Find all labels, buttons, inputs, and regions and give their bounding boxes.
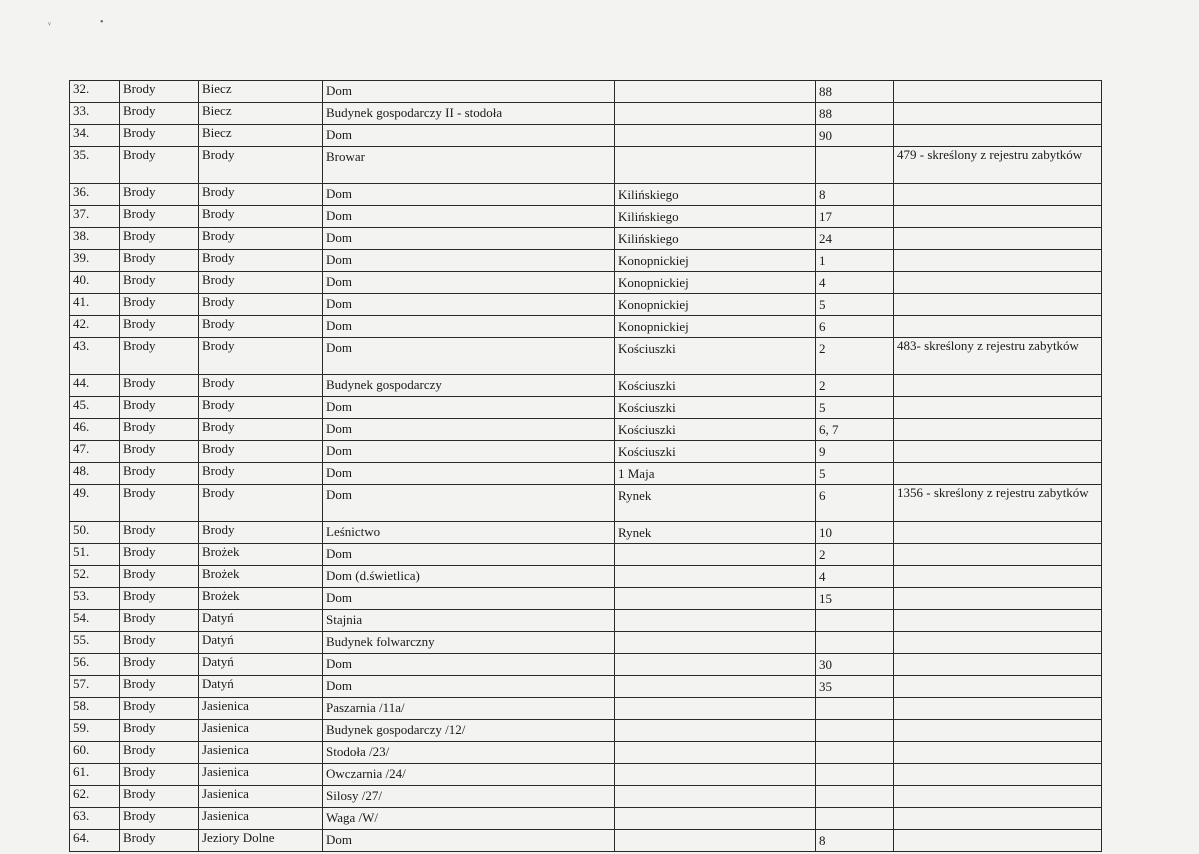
locality-cell: Biecz: [199, 103, 323, 125]
municipality-cell: Brody: [120, 441, 199, 463]
object-cell: Browar: [323, 147, 615, 184]
house-number-cell: 8: [816, 830, 894, 852]
house-number-cell: 6, 7: [816, 419, 894, 441]
object-cell: Dom: [323, 316, 615, 338]
table-row: [70, 250, 1102, 272]
table-row: [70, 206, 1102, 228]
row-number: 37.: [70, 206, 120, 228]
locality-cell: Brody: [199, 397, 323, 419]
row-number: 62.: [70, 786, 120, 808]
remarks-cell: [894, 441, 1102, 463]
street-cell: [615, 676, 816, 698]
street-cell: [615, 720, 816, 742]
street-cell: [615, 103, 816, 125]
street-cell: Kościuszki: [615, 338, 816, 375]
municipality-cell: Brody: [120, 250, 199, 272]
street-cell: Kilińskiego: [615, 206, 816, 228]
object-cell: Paszarnia /11a/: [323, 698, 615, 720]
street-cell: Kościuszki: [615, 375, 816, 397]
municipality-cell: Brody: [120, 125, 199, 147]
object-cell: Dom: [323, 184, 615, 206]
scan-mark-left: ᵛ: [48, 20, 51, 31]
object-cell: Stajnia: [323, 610, 615, 632]
street-cell: Rynek: [615, 485, 816, 522]
table-row: [70, 147, 1102, 184]
object-cell: Owczarnia /24/: [323, 764, 615, 786]
remarks-cell: [894, 786, 1102, 808]
locality-cell: Brody: [199, 441, 323, 463]
remarks-cell: 479 - skreślony z rejestru zabytków: [894, 147, 1102, 184]
table-row: [70, 654, 1102, 676]
object-cell: Dom: [323, 485, 615, 522]
table-row: [70, 522, 1102, 544]
locality-cell: Brożek: [199, 566, 323, 588]
house-number-cell: 30: [816, 654, 894, 676]
municipality-cell: Brody: [120, 147, 199, 184]
house-number-cell: 4: [816, 566, 894, 588]
remarks-cell: [894, 720, 1102, 742]
remarks-cell: [894, 419, 1102, 441]
house-number-cell: 24: [816, 228, 894, 250]
row-number: 39.: [70, 250, 120, 272]
remarks-cell: [894, 125, 1102, 147]
row-number: 42.: [70, 316, 120, 338]
locality-cell: Jeziory Dolne: [199, 830, 323, 852]
house-number-cell: [816, 632, 894, 654]
municipality-cell: Brody: [120, 654, 199, 676]
street-cell: Kościuszki: [615, 441, 816, 463]
street-cell: Kilińskiego: [615, 228, 816, 250]
remarks-cell: [894, 632, 1102, 654]
house-number-cell: 1: [816, 250, 894, 272]
object-cell: Dom: [323, 125, 615, 147]
locality-cell: Datyń: [199, 654, 323, 676]
table-row: [70, 184, 1102, 206]
house-number-cell: 6: [816, 316, 894, 338]
municipality-cell: Brody: [120, 375, 199, 397]
street-cell: [615, 808, 816, 830]
table-row: [70, 125, 1102, 147]
street-cell: Kościuszki: [615, 419, 816, 441]
remarks-cell: [894, 522, 1102, 544]
street-cell: Rynek: [615, 522, 816, 544]
row-number: 49.: [70, 485, 120, 522]
street-cell: [615, 786, 816, 808]
house-number-cell: 9: [816, 441, 894, 463]
municipality-cell: Brody: [120, 81, 199, 103]
street-cell: 1 Maja: [615, 463, 816, 485]
object-cell: Silosy /27/: [323, 786, 615, 808]
municipality-cell: Brody: [120, 485, 199, 522]
remarks-cell: [894, 742, 1102, 764]
object-cell: Leśnictwo: [323, 522, 615, 544]
row-number: 35.: [70, 147, 120, 184]
row-number: 36.: [70, 184, 120, 206]
row-number: 47.: [70, 441, 120, 463]
locality-cell: Brody: [199, 375, 323, 397]
house-number-cell: [816, 808, 894, 830]
municipality-cell: Brody: [120, 764, 199, 786]
locality-cell: Datyń: [199, 632, 323, 654]
table-row: [70, 764, 1102, 786]
remarks-cell: 1356 - skreślony z rejestru zabytków: [894, 485, 1102, 522]
object-cell: Dom: [323, 441, 615, 463]
locality-cell: Brody: [199, 338, 323, 375]
street-cell: [615, 654, 816, 676]
object-cell: Dom: [323, 588, 615, 610]
street-cell: [615, 764, 816, 786]
house-number-cell: 10: [816, 522, 894, 544]
house-number-cell: 5: [816, 294, 894, 316]
remarks-cell: [894, 272, 1102, 294]
house-number-cell: [816, 764, 894, 786]
house-number-cell: 88: [816, 81, 894, 103]
row-number: 52.: [70, 566, 120, 588]
remarks-cell: [894, 808, 1102, 830]
house-number-cell: 2: [816, 544, 894, 566]
municipality-cell: Brody: [120, 610, 199, 632]
object-cell: Dom: [323, 206, 615, 228]
locality-cell: Brody: [199, 228, 323, 250]
locality-cell: Datyń: [199, 676, 323, 698]
row-number: 38.: [70, 228, 120, 250]
table-row: [70, 81, 1102, 103]
municipality-cell: Brody: [120, 632, 199, 654]
remarks-cell: [894, 397, 1102, 419]
municipality-cell: Brody: [120, 419, 199, 441]
municipality-cell: Brody: [120, 522, 199, 544]
house-number-cell: [816, 786, 894, 808]
remarks-cell: 483- skreślony z rejestru zabytków: [894, 338, 1102, 375]
municipality-cell: Brody: [120, 272, 199, 294]
street-cell: [615, 566, 816, 588]
remarks-cell: [894, 654, 1102, 676]
object-cell: Dom: [323, 397, 615, 419]
remarks-cell: [894, 588, 1102, 610]
object-cell: Dom (d.świetlica): [323, 566, 615, 588]
remarks-cell: [894, 676, 1102, 698]
municipality-cell: Brody: [120, 103, 199, 125]
row-number: 64.: [70, 830, 120, 852]
house-number-cell: [816, 698, 894, 720]
object-cell: Dom: [323, 338, 615, 375]
remarks-cell: [894, 81, 1102, 103]
table-row: [70, 316, 1102, 338]
row-number: 51.: [70, 544, 120, 566]
object-cell: Waga /W/: [323, 808, 615, 830]
table-row: [70, 397, 1102, 419]
house-number-cell: 4: [816, 272, 894, 294]
table-row: [70, 103, 1102, 125]
row-number: 44.: [70, 375, 120, 397]
locality-cell: Brody: [199, 184, 323, 206]
house-number-cell: 17: [816, 206, 894, 228]
street-cell: [615, 610, 816, 632]
street-cell: Kilińskiego: [615, 184, 816, 206]
table-row: [70, 808, 1102, 830]
house-number-cell: 6: [816, 485, 894, 522]
house-number-cell: [816, 742, 894, 764]
house-number-cell: 5: [816, 397, 894, 419]
row-number: 48.: [70, 463, 120, 485]
table-row: [70, 338, 1102, 375]
object-cell: Dom: [323, 81, 615, 103]
table-row: [70, 441, 1102, 463]
table-row: [70, 463, 1102, 485]
street-cell: Kościuszki: [615, 397, 816, 419]
table-row: [70, 228, 1102, 250]
row-number: 58.: [70, 698, 120, 720]
row-number: 45.: [70, 397, 120, 419]
object-cell: Dom: [323, 272, 615, 294]
row-number: 55.: [70, 632, 120, 654]
row-number: 60.: [70, 742, 120, 764]
remarks-cell: [894, 463, 1102, 485]
object-cell: Dom: [323, 830, 615, 852]
row-number: 53.: [70, 588, 120, 610]
object-cell: Dom: [323, 294, 615, 316]
locality-cell: Brody: [199, 316, 323, 338]
table-row: [70, 294, 1102, 316]
monument-registry-table: [69, 80, 1102, 852]
object-cell: Dom: [323, 463, 615, 485]
row-number: 41.: [70, 294, 120, 316]
remarks-cell: [894, 698, 1102, 720]
municipality-cell: Brody: [120, 316, 199, 338]
street-cell: [615, 632, 816, 654]
house-number-cell: 8: [816, 184, 894, 206]
municipality-cell: Brody: [120, 463, 199, 485]
row-number: 61.: [70, 764, 120, 786]
object-cell: Dom: [323, 228, 615, 250]
house-number-cell: [816, 147, 894, 184]
table-body: [70, 81, 1102, 852]
street-cell: Konopnickiej: [615, 294, 816, 316]
table-row: [70, 272, 1102, 294]
table-row: [70, 698, 1102, 720]
street-cell: Konopnickiej: [615, 250, 816, 272]
municipality-cell: Brody: [120, 206, 199, 228]
street-cell: [615, 125, 816, 147]
table-row: [70, 632, 1102, 654]
municipality-cell: Brody: [120, 808, 199, 830]
street-cell: Konopnickiej: [615, 272, 816, 294]
table-row: [70, 485, 1102, 522]
remarks-cell: [894, 316, 1102, 338]
remarks-cell: [894, 184, 1102, 206]
municipality-cell: Brody: [120, 786, 199, 808]
row-number: 32.: [70, 81, 120, 103]
table-row: [70, 375, 1102, 397]
house-number-cell: 2: [816, 375, 894, 397]
locality-cell: Brody: [199, 206, 323, 228]
locality-cell: Brody: [199, 272, 323, 294]
row-number: 46.: [70, 419, 120, 441]
table-row: [70, 720, 1102, 742]
remarks-cell: [894, 544, 1102, 566]
object-cell: Budynek gospodarczy: [323, 375, 615, 397]
row-number: 54.: [70, 610, 120, 632]
house-number-cell: 15: [816, 588, 894, 610]
municipality-cell: Brody: [120, 228, 199, 250]
row-number: 33.: [70, 103, 120, 125]
locality-cell: Biecz: [199, 81, 323, 103]
row-number: 40.: [70, 272, 120, 294]
table-row: [70, 610, 1102, 632]
municipality-cell: Brody: [120, 698, 199, 720]
street-cell: [615, 830, 816, 852]
locality-cell: Brody: [199, 294, 323, 316]
locality-cell: Brożek: [199, 544, 323, 566]
table-row: [70, 786, 1102, 808]
house-number-cell: 90: [816, 125, 894, 147]
municipality-cell: Brody: [120, 397, 199, 419]
object-cell: Budynek gospodarczy II - stodoła: [323, 103, 615, 125]
municipality-cell: Brody: [120, 184, 199, 206]
locality-cell: Brody: [199, 522, 323, 544]
object-cell: Dom: [323, 250, 615, 272]
municipality-cell: Brody: [120, 294, 199, 316]
street-cell: [615, 81, 816, 103]
remarks-cell: [894, 830, 1102, 852]
house-number-cell: [816, 720, 894, 742]
remarks-cell: [894, 764, 1102, 786]
street-cell: [615, 588, 816, 610]
table-row: [70, 588, 1102, 610]
locality-cell: Jasienica: [199, 698, 323, 720]
remarks-cell: [894, 206, 1102, 228]
street-cell: [615, 544, 816, 566]
remarks-cell: [894, 250, 1102, 272]
municipality-cell: Brody: [120, 676, 199, 698]
municipality-cell: Brody: [120, 720, 199, 742]
municipality-cell: Brody: [120, 830, 199, 852]
object-cell: Dom: [323, 654, 615, 676]
municipality-cell: Brody: [120, 566, 199, 588]
locality-cell: Biecz: [199, 125, 323, 147]
street-cell: [615, 698, 816, 720]
object-cell: Dom: [323, 419, 615, 441]
house-number-cell: [816, 610, 894, 632]
municipality-cell: Brody: [120, 588, 199, 610]
locality-cell: Jasienica: [199, 764, 323, 786]
locality-cell: Brody: [199, 250, 323, 272]
locality-cell: Jasienica: [199, 786, 323, 808]
remarks-cell: [894, 228, 1102, 250]
row-number: 43.: [70, 338, 120, 375]
remarks-cell: [894, 610, 1102, 632]
locality-cell: Brody: [199, 419, 323, 441]
municipality-cell: Brody: [120, 544, 199, 566]
table-row: [70, 676, 1102, 698]
row-number: 63.: [70, 808, 120, 830]
locality-cell: Brody: [199, 485, 323, 522]
row-number: 56.: [70, 654, 120, 676]
municipality-cell: Brody: [120, 338, 199, 375]
table-row: [70, 830, 1102, 852]
municipality-cell: Brody: [120, 742, 199, 764]
row-number: 57.: [70, 676, 120, 698]
locality-cell: Jasienica: [199, 720, 323, 742]
table-row: [70, 419, 1102, 441]
scan-mark-dot: •: [100, 17, 104, 28]
street-cell: Konopnickiej: [615, 316, 816, 338]
house-number-cell: 5: [816, 463, 894, 485]
house-number-cell: 35: [816, 676, 894, 698]
locality-cell: Jasienica: [199, 742, 323, 764]
object-cell: Dom: [323, 676, 615, 698]
table-row: [70, 566, 1102, 588]
object-cell: Budynek gospodarczy /12/: [323, 720, 615, 742]
street-cell: [615, 147, 816, 184]
object-cell: Budynek folwarczny: [323, 632, 615, 654]
locality-cell: Jasienica: [199, 808, 323, 830]
object-cell: Dom: [323, 544, 615, 566]
remarks-cell: [894, 294, 1102, 316]
street-cell: [615, 742, 816, 764]
table-row: [70, 544, 1102, 566]
locality-cell: Brody: [199, 147, 323, 184]
object-cell: Stodoła /23/: [323, 742, 615, 764]
row-number: 59.: [70, 720, 120, 742]
row-number: 34.: [70, 125, 120, 147]
locality-cell: Brożek: [199, 588, 323, 610]
row-number: 50.: [70, 522, 120, 544]
locality-cell: Datyń: [199, 610, 323, 632]
locality-cell: Brody: [199, 463, 323, 485]
remarks-cell: [894, 375, 1102, 397]
house-number-cell: 2: [816, 338, 894, 375]
remarks-cell: [894, 566, 1102, 588]
remarks-cell: [894, 103, 1102, 125]
table-row: [70, 742, 1102, 764]
house-number-cell: 88: [816, 103, 894, 125]
